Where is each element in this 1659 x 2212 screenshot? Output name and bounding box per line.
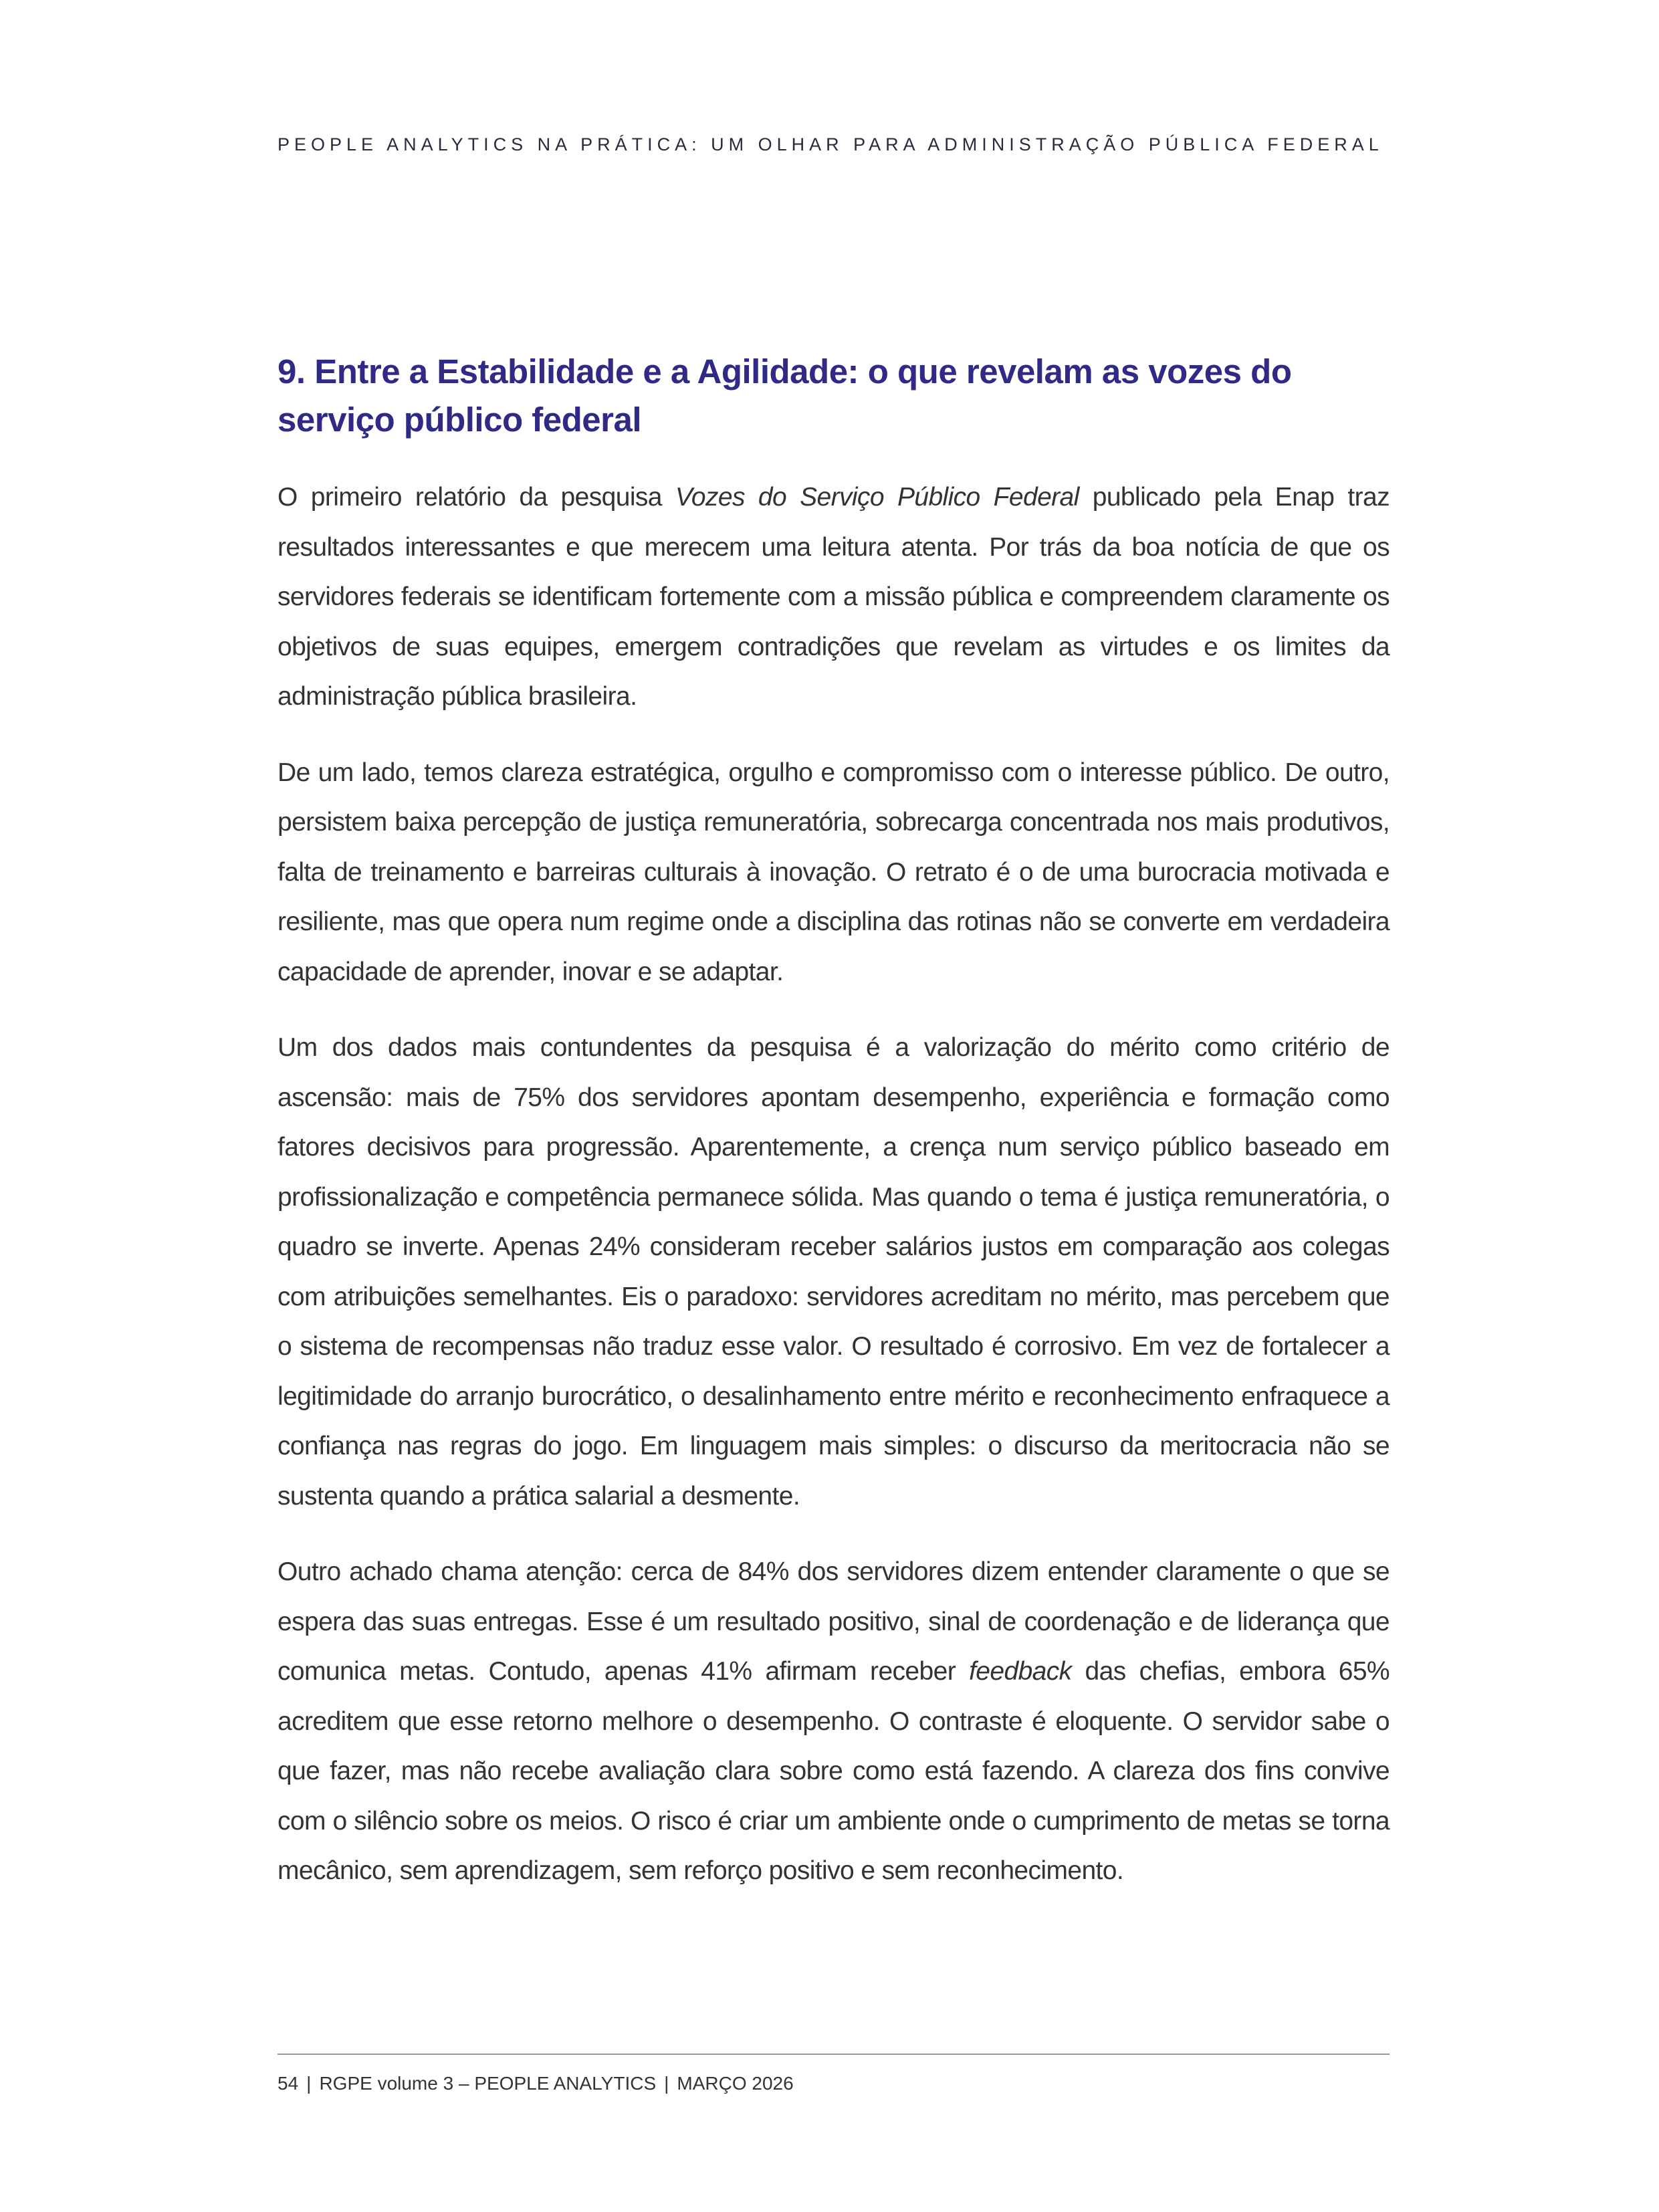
- paragraph-3: Um dos dados mais contundentes da pesquisa é a valorização do mérito como critério de ascensão: mais de 75% dos servidores apontam desempenho, experiência e formação como fatores decisivos para progressão. Aparentemente, a crença num serviço público baseado em profissionalização e competência permanece sólida. Mas quando o tema é justiça remuneratória, o quadro se inverte. Apenas 24% consideram receber salários justos em comparação aos colegas com atribuições semelhantes. Eis o paradoxo: servidores acreditam no mérito, mas percebem que o sistema de recompensas não traduz esse valor. O resultado é corrosivo. Em vez de fortalecer a legitimidade do arranjo burocrático, o desalinhamento entre mérito e reconhecimento enfraquece a confiança nas regras do jogo. Em linguagem mais simples: o discurso da meritocracia não se sustenta quando a prática salarial a desmente.: [278, 1033, 1390, 1511]
- survey-title: Vozes do Serviço Público Federal: [675, 483, 1079, 512]
- page-number: 54: [278, 2073, 299, 2094]
- feedback-term: feedback: [969, 1657, 1072, 1686]
- article-body: [278, 473, 1390, 1922]
- publication-name: RGPE volume 3 – PEOPLE ANALYTICS: [319, 2073, 657, 2094]
- paragraph-2: De um lado, temos clareza estratégica, orgulho e compromisso com o interesse público. De outro, persistem baixa percepção de justiça remuneratória, sobrecarga concentrada nos mais produtivos, falta de treinamento e barreiras culturais à inovação. O retrato é o de uma burocracia motivada e resiliente, mas que opera num regime onde a disciplina das rotinas não se converte em verdadeira capacidade de aprender, inovar e se adaptar.: [278, 758, 1390, 986]
- paragraph-1: O primeiro relatório da pesquisa Vozes do Serviço Público Federal publicado pela Enap traz resultados interessantes e que merecem uma leitura atenta. Por trás da boa notícia de que os servidores federais se identificam fortemente com a missão pública e compreendem claramente os objetivos de suas equipes, emergem contradições que revelam as virtudes e os limites da administração pública brasileira.: [278, 483, 1390, 711]
- paragraph-4: Outro achado chama atenção: cerca de 84% dos servidores dizem entender claramente o que se espera das suas entregas. Esse é um resultado positivo, sinal de coordenação e de liderança que comunica metas. Contudo, apenas 41% afirmam receber feedback das chefias, embora 65% acreditem que esse retorno melhore o desempenho. O contraste é eloquente. O servidor sabe o que fazer, mas não recebe avaliação clara sobre como está fazendo. A clareza dos fins convive com o silêncio sobre os meios. O risco é criar um ambiente onde o cumprimento de metas se torna mecânico, sem aprendizagem, sem reforço positivo e sem reconhecimento.: [278, 1557, 1390, 1885]
- running-header: [278, 131, 1390, 158]
- section-title: 9. Entre a Estabilidade e a Agilidade: o que revelam as vozes do serviço público federal: [278, 352, 1292, 439]
- footer-separator: |: [306, 2073, 312, 2094]
- page-footer: [278, 2073, 794, 2094]
- footer-rule: [278, 2054, 1390, 2055]
- running-header-title: PEOPLE ANALYTICS NA PRÁTICA: UM OLHAR PARA ADMINISTRAÇÃO PÚBLICA FEDERAL: [278, 134, 1384, 154]
- publication-date: MARÇO 2026: [677, 2073, 794, 2094]
- footer-separator: |: [664, 2073, 669, 2094]
